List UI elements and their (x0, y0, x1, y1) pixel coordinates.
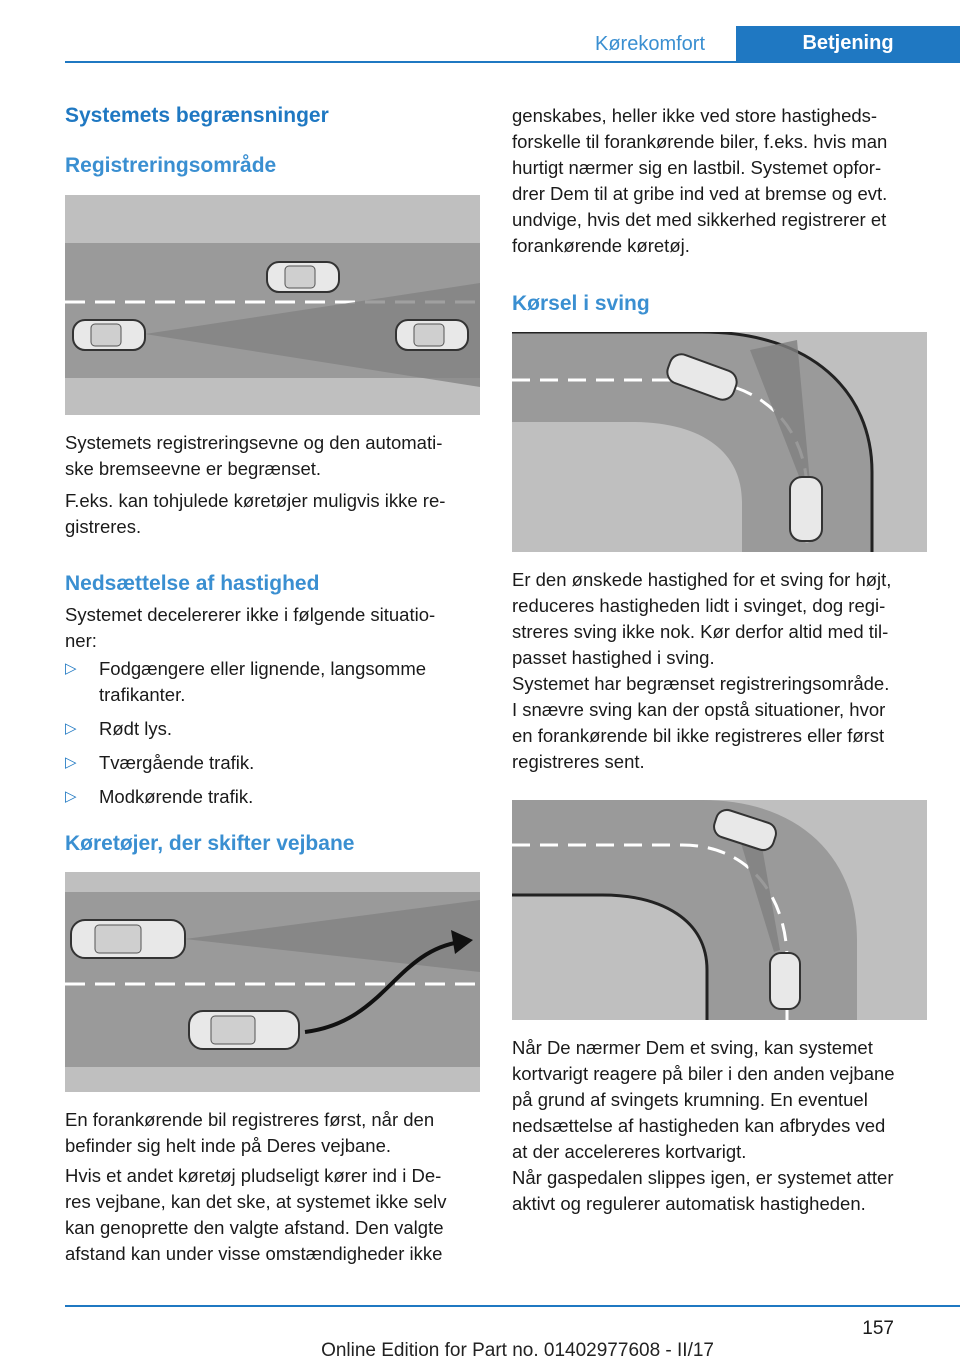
sving-paragraph-2: Systemet har begrænset registreringsområde. I snævre sving kan der opstå situationer, hvor en forankørende bil ikke registreres eller først registreres sent. (512, 673, 890, 772)
list-item: ▷ Fodgængere eller lignende, langsomme trafikanter. (65, 658, 427, 705)
triangle-bullet-icon: ▷ (65, 788, 77, 805)
triangle-bullet-icon: ▷ (65, 754, 77, 771)
triangle-bullet-icon: ▷ (65, 720, 77, 737)
reg-paragraph-1: Systemets registreringsevne og den automati- ske bremseevne er begrænset. (65, 432, 443, 479)
sving-paragraph-4: Når gaspedalen slippes igen, er systemet atter aktivt og regulerer automatisk hastigheden. (512, 1167, 894, 1214)
kv-paragraph-2: Hvis et andet køretøj pludseligt kører ind i De- res vejbane, kan det ske, at systemet ikke selv kan genoprette den valgte afstand. Den valgte afstand kan under visse omstændigheder ikke (65, 1165, 447, 1264)
section-title: Systemets begrænsninger (65, 104, 329, 127)
car-icon (73, 320, 145, 350)
reg-paragraph-2: F.eks. kan tohjulede køretøjer muligvis ikke re- gistreres. (65, 490, 446, 537)
lane-change-illustration (65, 872, 480, 1092)
list-item: ▷ Modkørende trafik. (65, 784, 485, 810)
car-icon (770, 953, 800, 1009)
sving-paragraph-3: Når De nærmer Dem et sving, kan systemet kortvarigt reagere på biler i den anden vejbane på grund af svingets krumning. En eventuel nedsættelse af hastigheden kan afbrydes ved at der accelereres kortvarigt. (512, 1037, 895, 1162)
straight-road-illustration (65, 195, 480, 415)
header-rule (65, 61, 960, 63)
footer-rule (65, 1305, 960, 1307)
subsection-title-vejbane: Køretøjer, der skifter vejbane (65, 832, 355, 855)
car-icon (267, 262, 339, 292)
header-chapter-tab: Betjening (736, 26, 960, 61)
figure-curve-2 (512, 800, 927, 1020)
kv-paragraph-1: En forankørende bil registreres først, når den befinder sig helt inde på Deres vejbane. (65, 1109, 435, 1156)
continued-paragraph: genskabes, heller ikke ved store hastigheds- forskelle til forankørende biler, f.eks. hvis man hurtigt nærmer sig en lastbil. Systemet opfor- drer Dem til at gribe ind ved at bremse og evt. undvige, hvis det med sikkerhed registrerer et forankørende køretøj. (512, 105, 888, 256)
car-icon (71, 920, 185, 958)
bullet-list (65, 656, 485, 818)
subsection-title-nedsaettelse: Nedsættelse af hastighed (65, 572, 320, 595)
subsection-title-sving: Kørsel i sving (512, 292, 650, 315)
car-icon (189, 1011, 299, 1049)
car-icon (396, 320, 468, 350)
car-icon (790, 477, 822, 541)
list-item: ▷ Rødt lys. (65, 716, 485, 742)
header-section-tab: Kørekomfort (594, 33, 706, 55)
figure-curve-1 (512, 332, 927, 552)
list-item: ▷ Tværgående trafik. (65, 750, 485, 776)
curve-road-illustration (512, 332, 927, 552)
curve-road-illustration (512, 800, 927, 1020)
page-number: 157 (862, 1318, 894, 1339)
triangle-bullet-icon: ▷ (65, 660, 77, 677)
figure-lane-change (65, 872, 480, 1092)
subsection-title-registreringsomrade: Registreringsområde (65, 154, 277, 177)
figure-detection-range (65, 195, 480, 415)
ned-paragraph: Systemet decelererer ikke i følgende situatio- ner: (65, 604, 436, 651)
edition-note: Online Edition for Part no. 01402977608 - II/17 (321, 1340, 714, 1361)
sving-paragraph-1: Er den ønskede hastighed for et sving for højt, reduceres hastigheden lidt i svinget, dog regi- streres sving ikke nok. Kør derfor altid med til- passet hastighed i sving. (512, 569, 892, 668)
